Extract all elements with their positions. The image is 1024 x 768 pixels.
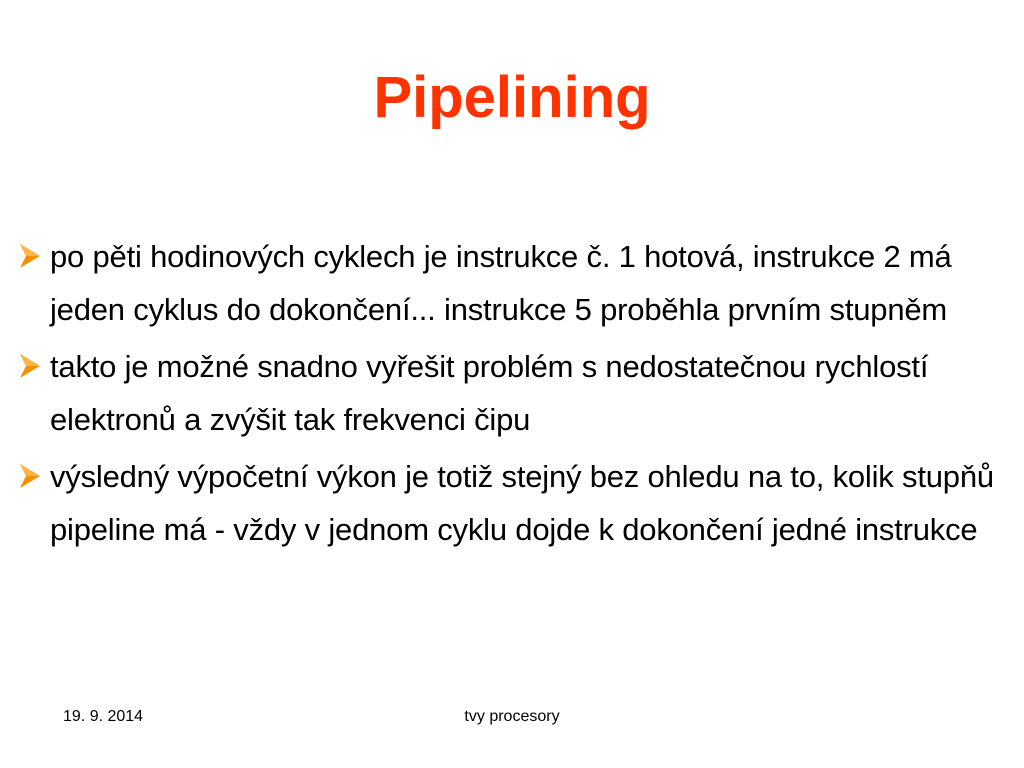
- bullet-item: [18, 450, 1018, 556]
- bullet-text: takto je možné snadno vyřešit problém s nedostatečnou rychlostí elektronů a zvýšit tak frekvenci čipu: [50, 349, 929, 437]
- slide-title: Pipelining: [373, 65, 651, 130]
- bullet-item: [18, 230, 1018, 336]
- bullet-text: výsledný výpočetní výkon je totiž stejný bez ohledu na to, kolik stupňů pipeline má - vždy v jednom cyklu dojde k dokončení jedné instrukce: [50, 459, 994, 547]
- arrow-right-icon: [18, 242, 42, 270]
- footer-date: 19. 9. 2014: [63, 708, 144, 725]
- bullet-item: [18, 340, 1018, 446]
- arrow-right-icon: [18, 352, 42, 380]
- bullet-list: [18, 230, 1018, 560]
- arrow-right-icon: [18, 462, 42, 490]
- footer-center-text: tvy procesory: [464, 708, 560, 725]
- bullet-text: po pěti hodinových cyklech je instrukce č. 1 hotová, instrukce 2 má jeden cyklus do dokončení... instrukce 5 proběhla prvním stupněm: [50, 239, 952, 327]
